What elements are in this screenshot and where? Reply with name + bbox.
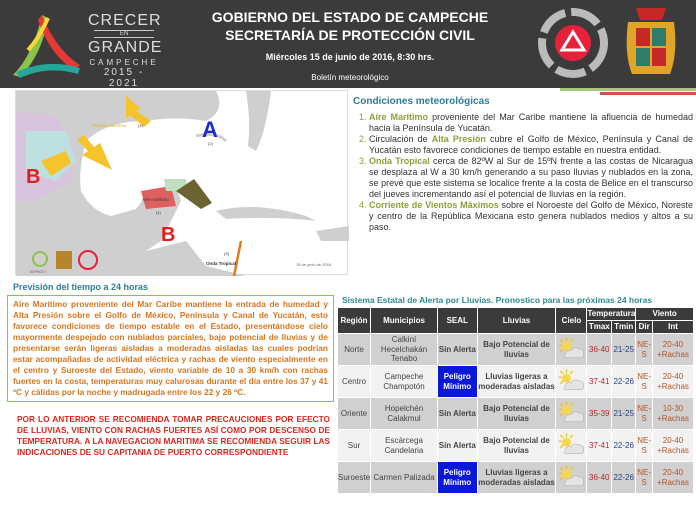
cell-tmax: 35-39 bbox=[587, 398, 612, 430]
map-label: Onda Tropical bbox=[206, 261, 237, 266]
condition-highlight: Alta Presión bbox=[431, 134, 486, 144]
proteccion-civil-logo-icon bbox=[538, 8, 608, 78]
partly-cloudy-icon bbox=[556, 462, 587, 494]
cell-region: Norte bbox=[338, 334, 371, 366]
map-date: 15 de junio de 2016 bbox=[296, 262, 332, 267]
cell-municipios: Hopelchén Calakmul bbox=[371, 398, 438, 430]
cell-seal: Peligro Mínimo bbox=[438, 366, 478, 398]
cell-tmax: 36-40 bbox=[587, 334, 612, 366]
header-tmin: Tmin bbox=[612, 321, 636, 334]
map-label: (3) bbox=[224, 251, 229, 256]
title-line: GOBIERNO DEL ESTADO DE CAMPECHE bbox=[211, 9, 489, 25]
logo-line: 2015 - 2021 bbox=[103, 67, 145, 89]
cell-int: 20-40 +Rachas bbox=[653, 430, 694, 462]
logo-line: GRANDE bbox=[88, 39, 163, 56]
cell-tmax: 37-41 bbox=[587, 430, 612, 462]
cell-seal: Sin Alerta bbox=[438, 398, 478, 430]
table-row bbox=[338, 462, 694, 494]
cell-municipios: Carmen Palizada bbox=[371, 462, 438, 494]
cell-tmax: 37-41 bbox=[587, 366, 612, 398]
condition-text: cubre el Golfo de México, Península y Canal de Yucatán esto favorece condiciones de tiempo estable en nuestra entidad. bbox=[369, 134, 694, 155]
header-viento: Viento bbox=[636, 308, 694, 321]
cell-municipios: Escárcega Candelaria bbox=[371, 430, 438, 462]
cell-lluvias: Bajo Potencial de lluvias bbox=[477, 334, 556, 366]
sun-cloud-icon bbox=[556, 430, 587, 462]
cell-lluvias: Bajo Potencial de lluvias bbox=[477, 398, 556, 430]
table-row bbox=[338, 398, 694, 430]
map-label: Vientos Máximos bbox=[92, 123, 127, 128]
cell-region: Oriente bbox=[338, 398, 371, 430]
condition-highlight: Aire Marítimo bbox=[369, 112, 429, 122]
condition-highlight: Onda Tropical bbox=[369, 156, 430, 166]
cell-tmax: 36-40 bbox=[587, 462, 612, 494]
cell-lluvias: Lluvias ligeras a moderadas aisladas bbox=[477, 462, 556, 494]
condition-item bbox=[369, 134, 693, 156]
condition-text: cerca de 82ºW al Sur de 15ºN frente a las costas de Nicaragua se desplaza al W a 30 km/h generando a su paso lluvias y nublados en la zona, se prevé que este sistema se localice frente a la costa de Belice en el transcurso del jueves incrementando así el potencial de lluvias en la región. bbox=[369, 156, 693, 199]
bulletin-date: Miércoles 15 de junio de 2016, 8:30 hrs. bbox=[265, 52, 435, 62]
crecer-logo-icon bbox=[8, 10, 86, 80]
header-int: Int bbox=[653, 321, 694, 334]
map-label: (2) bbox=[208, 141, 213, 146]
cell-int: 20-40 +Rachas bbox=[653, 334, 694, 366]
map-canvas bbox=[16, 91, 349, 276]
cell-municipios: Calkiní Hecelchakán Tenabo bbox=[371, 334, 438, 366]
cell-region: Sur bbox=[338, 430, 371, 462]
forecast-title: Previsión del tiempo a 24 horas bbox=[13, 282, 149, 292]
header-banner bbox=[0, 0, 696, 88]
cell-int: 20-40 +Rachas bbox=[653, 366, 694, 398]
map-label: Aire marítimo bbox=[142, 197, 169, 202]
condition-text: proveniente del Mar Caribe mantiene la afluencia de humedad hacia la Península de Yucatán. bbox=[369, 112, 693, 133]
condition-highlight: Corriente de Vientos Máximos bbox=[369, 200, 499, 210]
cell-dir: NE-S bbox=[636, 366, 653, 398]
table-title: Sistema Estatal de Alerta por Lluvias. Pronostico para las próximas 24 horas bbox=[342, 295, 653, 305]
header-region: Región bbox=[338, 308, 371, 334]
cell-region: Suroeste bbox=[338, 462, 371, 494]
header-municipios: Municipios bbox=[371, 308, 438, 334]
header-lluvias: Lluvias bbox=[477, 308, 556, 334]
table-row bbox=[338, 334, 694, 366]
bulletin-label: Boletín meteorológico bbox=[311, 73, 389, 82]
cell-seal: Sin Alerta bbox=[438, 430, 478, 462]
map-label: SEPROCI bbox=[30, 270, 46, 274]
weather-map bbox=[15, 90, 348, 275]
condition-text: sobre el Noroeste del Golfo de México, Noreste y centro de la República Mexicana esto genera nublados medios y altos a su paso. bbox=[369, 200, 694, 232]
logo-line: CRECER bbox=[88, 12, 162, 29]
condition-item bbox=[369, 156, 693, 200]
cell-dir: NE-S bbox=[636, 398, 653, 430]
cell-tmin: 21-25 bbox=[612, 334, 636, 366]
page-title bbox=[200, 8, 500, 44]
partly-cloudy-icon bbox=[556, 334, 587, 366]
condition-item bbox=[369, 112, 693, 134]
header-temperatura: Temperatura bbox=[587, 308, 636, 321]
cell-tmin: 22-26 bbox=[612, 366, 636, 398]
rain-alert-table bbox=[337, 307, 694, 494]
header-cielo: Cielo bbox=[556, 308, 587, 334]
logo-line: EN bbox=[94, 30, 154, 38]
cell-lluvias: Lluvias ligeras a moderadas aisladas bbox=[477, 366, 556, 398]
condition-item bbox=[369, 200, 693, 233]
warning-text: POR LO ANTERIOR SE RECOMIENDA TOMAR PRECAUCIONES POR EFECTO DE LLUVIAS, VIENTO CON RACHAS FUERTES ASÍ COMO POR DESCENSO DE TEMPERATURA. A LA NAVEGACION MARITIMA SE RECOMIENDA SEGUIR LAS INDICACIONES DE SU CAPITANIA DE PUERTO CORRESPONDIENTE bbox=[17, 414, 330, 457]
section-title: Condiciones meteorológicas bbox=[353, 96, 490, 107]
cell-tmin: 22-26 bbox=[612, 462, 636, 494]
cell-tmin: 22-26 bbox=[612, 430, 636, 462]
cell-seal: Sin Alerta bbox=[438, 334, 478, 366]
forecast-text: Aire Marítimo proveniente del Mar Caribe mantiene la entrada de humedad y Alta Presión sobre el Golfo de México, Península y Canal de Yucatán, esto favorece condiciones de tiempo estable en el Estado, presentándose cielo mayormente despejado con nublados parciales, bajo potencial de lluvias y de presentarse serán ligeras aisladas a moderadas aisladas las cuales podrían estar acompañadas de actividad eléctrica y rachas de viento especialmente en el centro y Suroeste del Estado, viento variable de 10 a 30 km/h con rachas fuertes en la costa, temperaturas muy calurosas durante el día entre los 37 y 41 ºC y cálidas por la noche y madrugada entre los 22 y 26 ºC. bbox=[7, 295, 334, 402]
map-label: (1) bbox=[156, 210, 161, 215]
decorative-stripes bbox=[560, 88, 696, 96]
header-tmax: Tmax bbox=[587, 321, 612, 334]
forecast-column bbox=[7, 281, 334, 458]
condition-text: Circulación de bbox=[369, 134, 432, 144]
coat-of-arms-icon bbox=[56, 251, 72, 269]
low-pressure-label: B bbox=[161, 224, 176, 246]
alert-column bbox=[337, 295, 694, 494]
logo-line: CAMPECHE bbox=[89, 58, 159, 67]
meteorological-conditions bbox=[353, 96, 693, 233]
title-line: SECRETARÍA DE PROTECCIÓN CIVIL bbox=[225, 27, 475, 43]
table-row bbox=[338, 430, 694, 462]
sun-cloud-icon bbox=[556, 366, 587, 398]
header-dir: Dir bbox=[636, 321, 653, 334]
low-pressure-label: B bbox=[26, 166, 41, 188]
high-pressure-label: A bbox=[202, 117, 218, 142]
cell-dir: NE-S bbox=[636, 462, 653, 494]
crecer-logo-text bbox=[88, 12, 163, 89]
cell-region: Centro bbox=[338, 366, 371, 398]
tropical-wave-line bbox=[234, 241, 241, 276]
cell-lluvias: Bajo Potencial de lluvias bbox=[477, 430, 556, 462]
cell-dir: NE-S bbox=[636, 334, 653, 366]
map-label: (4) bbox=[138, 123, 143, 128]
cell-municipios: Campeche Champotón bbox=[371, 366, 438, 398]
cell-int: 20-40 +Rachas bbox=[653, 462, 694, 494]
partly-cloudy-icon bbox=[556, 398, 587, 430]
table-row bbox=[338, 366, 694, 398]
cell-seal: Peligro Mínimo bbox=[438, 462, 478, 494]
header-seal: SEAL bbox=[438, 308, 478, 334]
cell-int: 10-30 +Rachas bbox=[653, 398, 694, 430]
cell-tmin: 21-25 bbox=[612, 398, 636, 430]
cell-dir: NE-S bbox=[636, 430, 653, 462]
campeche-coat-of-arms-icon bbox=[622, 4, 680, 84]
